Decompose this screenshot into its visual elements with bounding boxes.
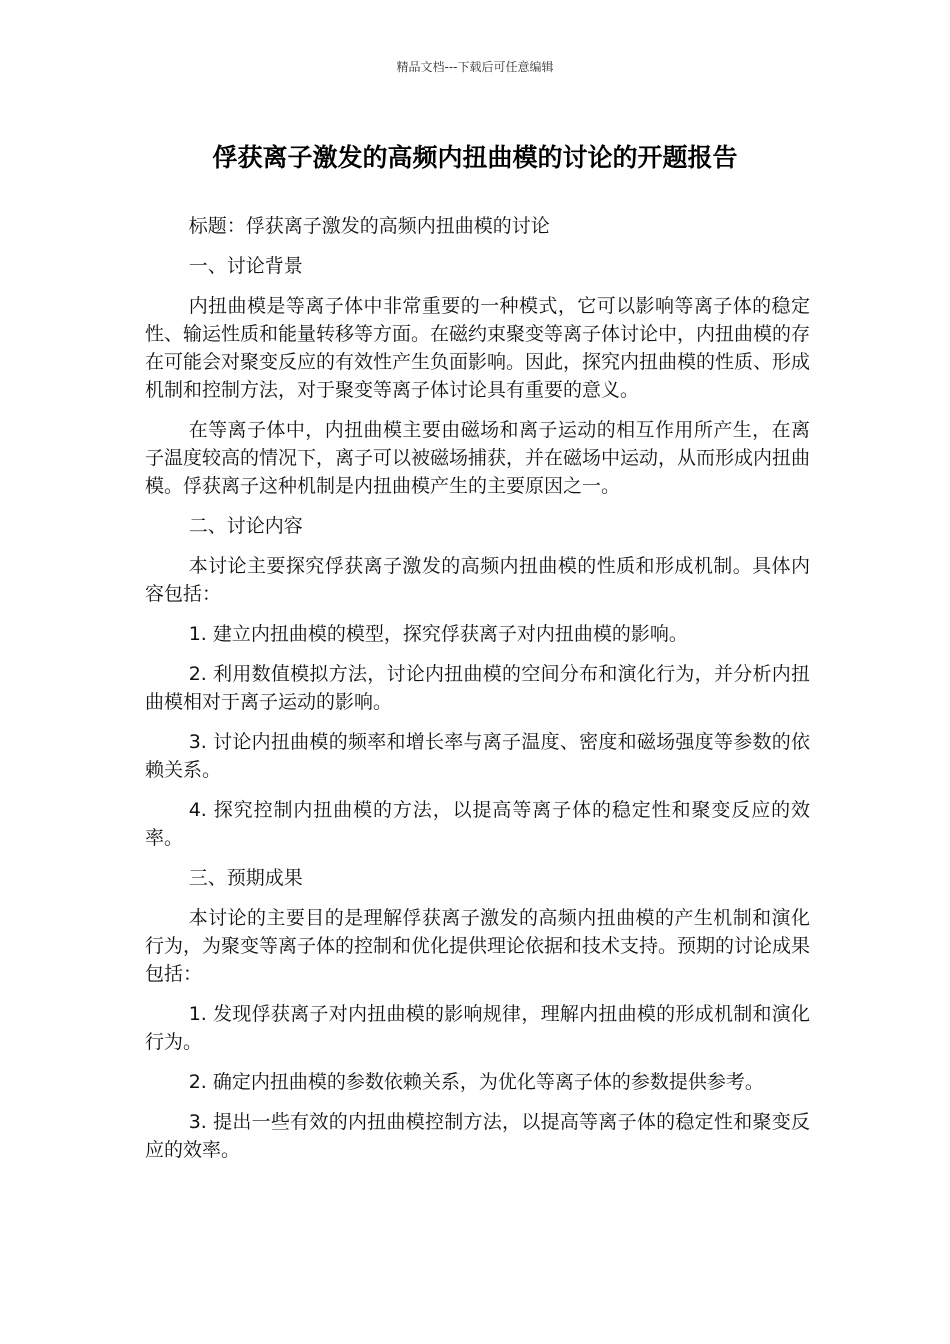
list-item: 3. 提出一些有效的内扭曲模控制方法，以提高等离子体的稳定性和聚变反应的效率。 [145, 1111, 810, 1161]
list-item: 3. 讨论内扭曲模的频率和增长率与离子温度、密度和磁场强度等参数的依赖关系。 [145, 731, 810, 781]
header-note: 精品文档---下载后可任意编辑 [396, 60, 554, 74]
paragraph: 在等离子体中，内扭曲模主要由磁场和离子运动的相互作用所产生，在离子温度较高的情况下，离子可以被磁场捕获，并在磁场中运动，从而形成内扭曲模。俘获离子这种机制是内扭曲模产生的主要原因之一。 [145, 419, 811, 497]
document-body [145, 212, 810, 1176]
section-heading-content: 二、讨论内容 [188, 515, 303, 537]
list-item: 4. 探究控制内扭曲模的方法，以提高等离子体的稳定性和聚变反应的效率。 [145, 799, 810, 849]
list-item: 2. 确定内扭曲模的参数依赖关系，为优化等离子体的参数提供参考。 [188, 1071, 764, 1093]
document-title: 俘获离子激发的高频内扭曲模的讨论的开题报告 [212, 143, 738, 172]
subject-line: 标题：俘获离子激发的高频内扭曲模的讨论 [188, 215, 550, 237]
list-item: 1. 发现俘获离子对内扭曲模的影响规律，理解内扭曲模的形成机制和演化行为。 [145, 1003, 810, 1053]
section-heading-background: 一、讨论背景 [188, 255, 303, 277]
paragraph: 本讨论的主要目的是理解俘获离子激发的高频内扭曲模的产生机制和演化行为，为聚变等离子体的控制和优化提供理论依据和技术支持。预期的讨论成果包括： [145, 907, 811, 985]
paragraph: 本讨论主要探究俘获离子激发的高频内扭曲模的性质和形成机制。具体内容包括： [145, 555, 810, 605]
paragraph: 内扭曲模是等离子体中非常重要的一种模式，它可以影响等离子体的稳定性、输运性质和能量转移等方面。在磁约束聚变等离子体讨论中，内扭曲模的存在可能会对聚变反应的有效性产生负面影响。因此，探究内扭曲模的性质、形成机制和控制方法，对于聚变等离子体讨论具有重要的意义。 [145, 295, 811, 401]
section-heading-results: 三、预期成果 [188, 867, 303, 889]
list-item: 1. 建立内扭曲模的模型，探究俘获离子对内扭曲模的影响。 [188, 623, 688, 645]
list-item: 2. 利用数值模拟方法，讨论内扭曲模的空间分布和演化行为，并分析内扭曲模相对于离子运动的影响。 [145, 663, 810, 713]
